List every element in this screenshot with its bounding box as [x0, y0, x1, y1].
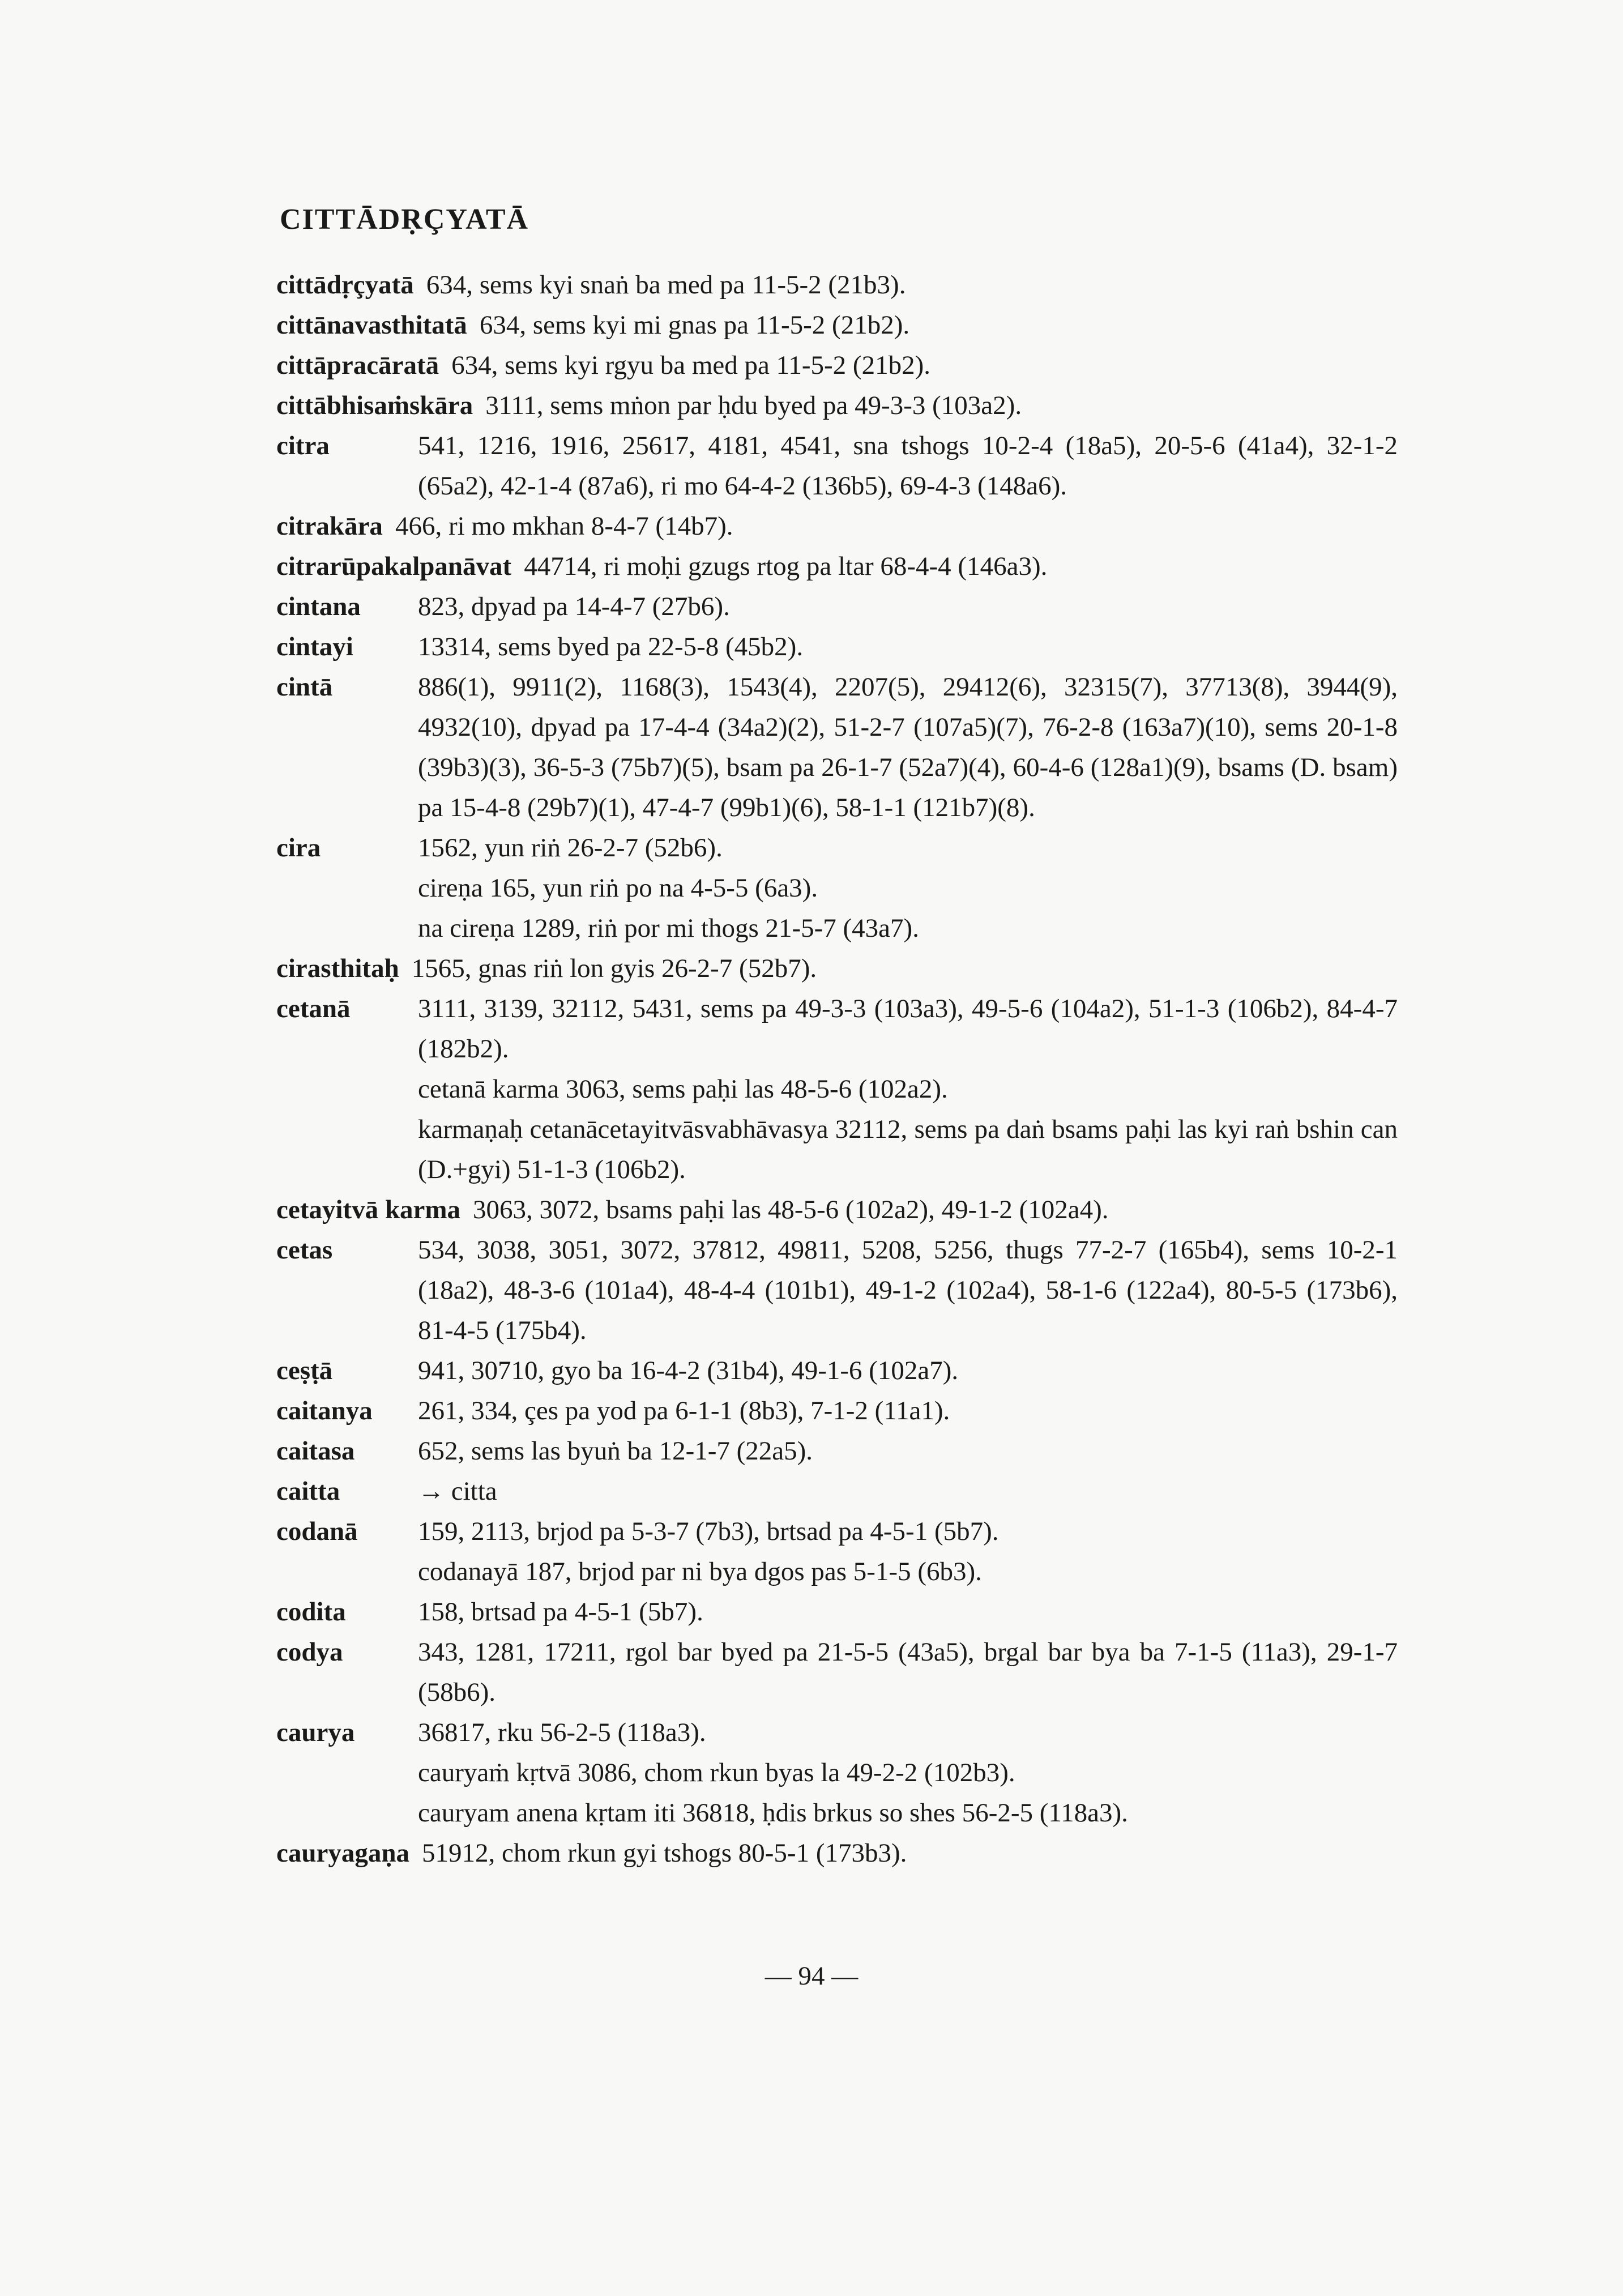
entry-text: 941, 30710, gyo ba 16-4-2 (31b4), 49-1-6 (102a7).: [418, 1356, 959, 1385]
dictionary-entry: [276, 989, 1398, 1069]
entry-term: cittādṛçyatā: [276, 270, 414, 300]
entry-text: 13314, sems byed pa 22-5-8 (45b2).: [418, 632, 804, 662]
entry-term: cira: [276, 833, 321, 863]
dictionary-entry: [276, 1190, 1398, 1230]
entry-text: 634, sems kyi snaṅ ba med pa 11-5-2 (21b3).: [426, 270, 906, 300]
entry-text: 652, sems las byuṅ ba 12-1-7 (22a5).: [418, 1436, 813, 1466]
dictionary-entry: [276, 828, 1398, 868]
entry-term: codanā: [276, 1517, 358, 1546]
sub-entry: cauryam anena kṛtam iti 36818, ḥdis brkus so shes 56-2-5 (118a3).: [418, 1798, 1128, 1828]
entry-term: caitanya: [276, 1396, 373, 1426]
entry-text: 886(1), 9911(2), 1168(3), 1543(4), 2207(5), 29412(6), 32315(7), 37713(8), 3944(9), 4932(10), dpyad pa 17-4-4 (34a2)(2), 51-2-7 (107a5)(7), 76-2-8 (163a7)(10), sems 20-1-8 (39b3)(3), 36-5-3 (75b7)(5), bsam pa 26-1-7 (52a7)(4), 60-4-6 (128a1)(9), bsams (D. bsam) pa 15-4-8 (29b7)(1), 47-4-7 (99b1)(6), 58-1-1 (121b7)(8).: [418, 672, 1398, 822]
dictionary-entry: [276, 1391, 1398, 1431]
dictionary-entry: [276, 547, 1398, 587]
dictionary-entry: [276, 305, 1398, 345]
entry-term: cintana: [276, 592, 361, 621]
entry-text: 36817, rku 56-2-5 (118a3).: [418, 1718, 706, 1747]
entry-text: 159, 2113, brjod pa 5-3-7 (7b3), brtsad pa 4-5-1 (5b7).: [418, 1517, 999, 1546]
dictionary-entry: [276, 386, 1398, 426]
entry-term: cetanā: [276, 994, 351, 1023]
entry-term: citrakāra: [276, 511, 383, 541]
sub-entry: na cireṇa 1289, riṅ por mi thogs 21-5-7 (43a7).: [418, 914, 919, 943]
entry-term: codita: [276, 1597, 346, 1627]
dictionary-entry: [276, 1833, 1398, 1873]
entry-term: cintā: [276, 672, 333, 702]
entry-text: 51912, chom rkun gyi tshogs 80-5-1 (173b3).: [422, 1838, 907, 1868]
dictionary-entry: [276, 1512, 1398, 1552]
entry-text: 541, 1216, 1916, 25617, 4181, 4541, sna tshogs 10-2-4 (18a5), 20-5-6 (41a4), 32-1-2 (65a2), 42-1-4 (87a6), ri mo 64-4-2 (136b5), 69-4-3 (148a6).: [418, 431, 1398, 501]
dictionary-entry: [276, 1351, 1398, 1391]
entry-text: 158, brtsad pa 4-5-1 (5b7).: [418, 1597, 703, 1627]
dictionary-entry: [276, 1713, 1398, 1753]
sub-entry: codanayā 187, brjod par ni bya dgos pas 5-1-5 (6b3).: [418, 1557, 982, 1586]
entry-text: 3063, 3072, bsams paḥi las 48-5-6 (102a2), 49-1-2 (102a4).: [472, 1195, 1109, 1224]
entry-text: 534, 3038, 3051, 3072, 37812, 49811, 5208, 5256, thugs 77-2-7 (165b4), sems 10-2-1 (18a2), 48-3-6 (101a4), 48-4-4 (101b1), 49-1-2 (102a4), 58-1-6 (122a4), 80-5-5 (173b6), 81-4-5 (175b4).: [418, 1235, 1398, 1345]
entry-text: → citta: [418, 1476, 497, 1506]
entry-term: caurya: [276, 1718, 355, 1747]
entry-term: cetas: [276, 1235, 333, 1265]
entry-term: cittābhisaṁskāra: [276, 391, 473, 420]
dictionary-entry: [276, 949, 1398, 989]
dictionary-entry: [276, 627, 1398, 667]
entry-text: 44714, ri moḥi gzugs rtog pa ltar 68-4-4 (146a3).: [524, 552, 1048, 581]
entry-term: cetayitvā karma: [276, 1195, 460, 1224]
entry-term: cirasthitaḥ: [276, 954, 399, 983]
dictionary-entry: [276, 587, 1398, 627]
page-header: CITTĀDṚÇYATĀ: [280, 203, 529, 236]
dictionary-entry: [276, 506, 1398, 547]
entry-term: cittāpracāratā: [276, 351, 439, 380]
sub-entry: cauryaṁ kṛtvā 3086, chom rkun byas la 49-2-2 (102b3).: [418, 1758, 1015, 1787]
entry-term: citra: [276, 431, 330, 460]
dictionary-entry: [276, 345, 1398, 386]
sub-entry: karmaṇaḥ cetanācetayitvāsvabhāvasya 32112, sems pa daṅ bsams paḥi las kyi raṅ bshin can (D.+gyi) 51-1-3 (106b2).: [418, 1115, 1398, 1184]
entry-text: 466, ri mo mkhan 8-4-7 (14b7).: [395, 511, 733, 541]
entry-term: codya: [276, 1637, 343, 1667]
entry-term: ceṣṭā: [276, 1356, 333, 1385]
entry-text: 1565, gnas riṅ lon gyis 26-2-7 (52b7).: [411, 954, 817, 983]
sub-entry: cireṇa 165, yun riṅ po na 4-5-5 (6a3).: [418, 873, 818, 903]
dictionary-entry: [276, 426, 1398, 506]
entry-term: caitta: [276, 1476, 340, 1506]
entry-text: 3111, sems mṅon par ḥdu byed pa 49-3-3 (103a2).: [485, 391, 1022, 420]
entry-text: 823, dpyad pa 14-4-7 (27b6).: [418, 592, 730, 621]
dictionary-entry: [276, 265, 1398, 305]
entry-term: cittānavasthitatā: [276, 310, 467, 340]
dictionary-entry: [276, 667, 1398, 828]
dictionary-entry: [276, 1230, 1398, 1351]
dictionary-entry: [276, 1592, 1398, 1632]
dictionary-entry: [276, 1471, 1398, 1512]
entry-text: 634, sems kyi rgyu ba med pa 11-5-2 (21b2).: [451, 351, 930, 380]
entry-term: citrarūpakalpanāvat: [276, 552, 512, 581]
dictionary-entries: [276, 265, 1398, 1873]
entry-text: 1562, yun riṅ 26-2-7 (52b6).: [418, 833, 723, 863]
entry-text: 261, 334, çes pa yod pa 6-1-1 (8b3), 7-1-2 (11a1).: [418, 1396, 950, 1426]
entry-term: caitasa: [276, 1436, 355, 1466]
sub-entry: cetanā karma 3063, sems paḥi las 48-5-6 (102a2).: [418, 1074, 948, 1104]
entry-text: 343, 1281, 17211, rgol bar byed pa 21-5-5 (43a5), brgal bar bya ba 7-1-5 (11a3), 29-1-7 (58b6).: [418, 1637, 1398, 1707]
entry-term: cauryagaṇa: [276, 1838, 409, 1868]
page-number: — 94 —: [764, 1961, 859, 1991]
entry-text: 3111, 3139, 32112, 5431, sems pa 49-3-3 (103a3), 49-5-6 (104a2), 51-1-3 (106b2), 84-4-7 (182b2).: [418, 994, 1398, 1064]
dictionary-entry: [276, 1431, 1398, 1471]
entry-text: 634, sems kyi mi gnas pa 11-5-2 (21b2).: [479, 310, 910, 340]
dictionary-entry: [276, 1632, 1398, 1713]
entry-term: cintayi: [276, 632, 353, 662]
